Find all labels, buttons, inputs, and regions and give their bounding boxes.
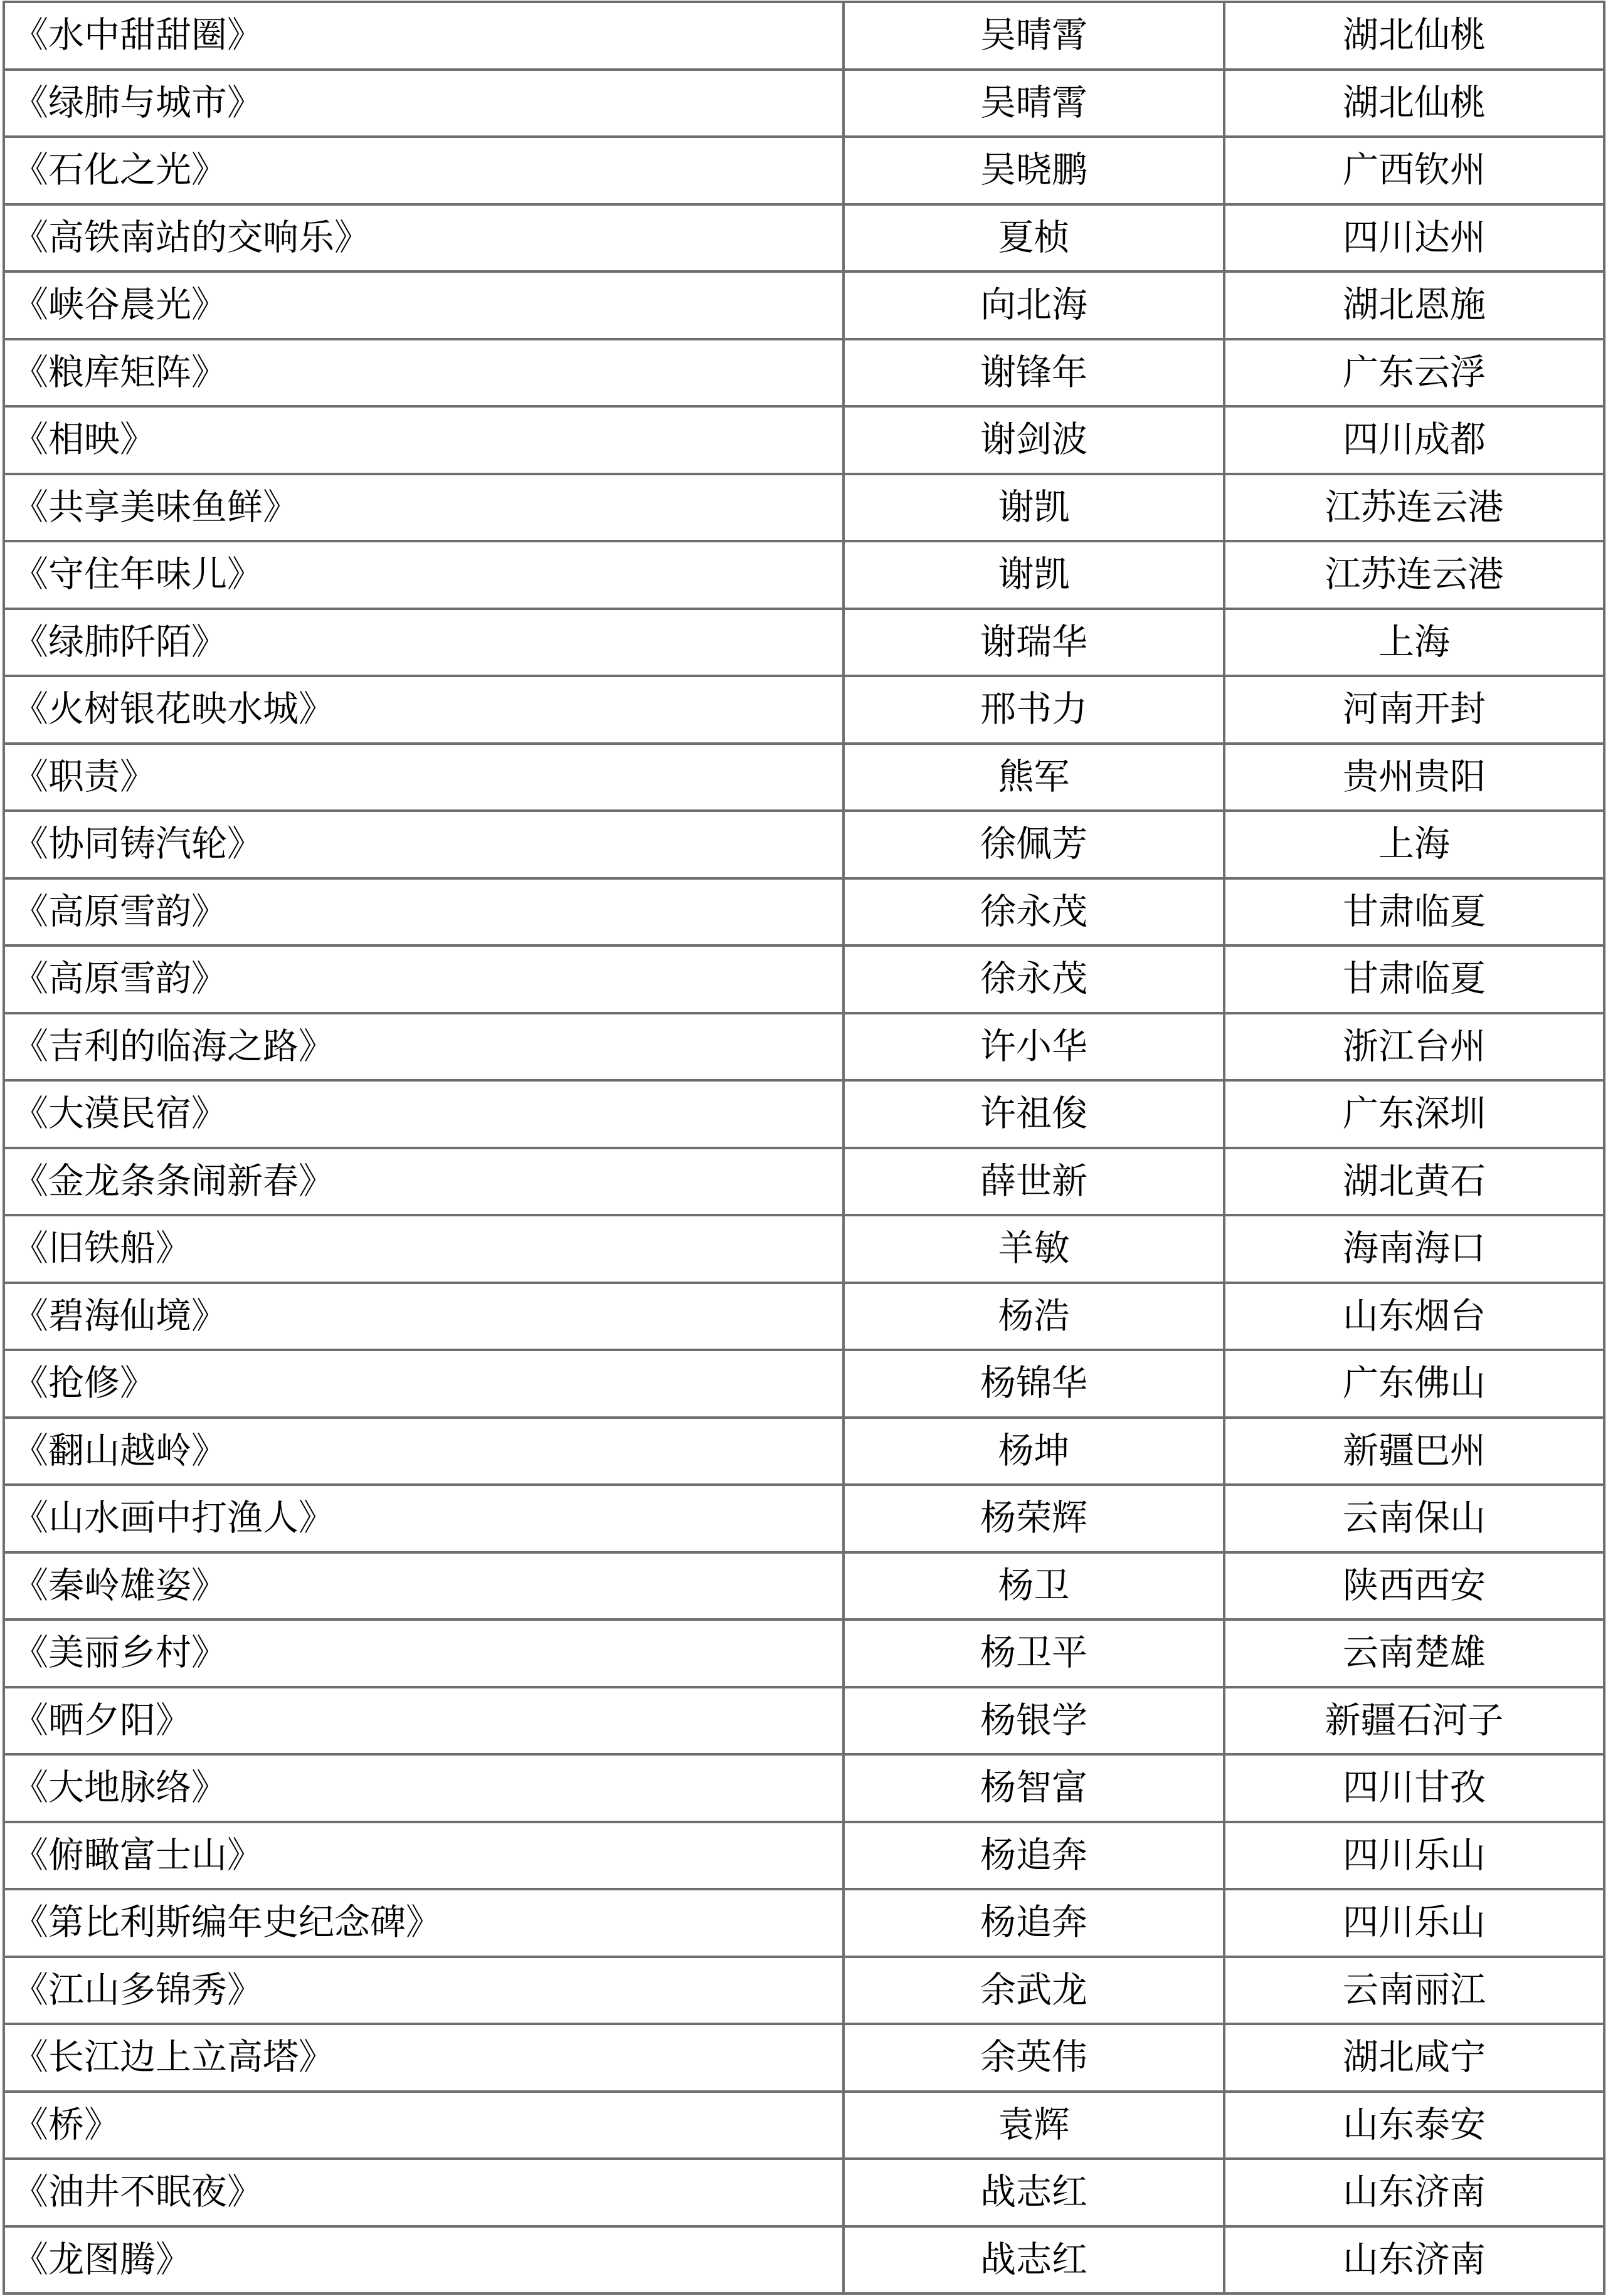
location-cell: 四川乐山	[1225, 1890, 1605, 1958]
title-cell: 《旧铁船》	[5, 1216, 845, 1284]
location-cell: 新疆石河子	[1225, 1688, 1605, 1756]
title-cell: 《绿肺与城市》	[5, 71, 845, 139]
location-cell: 上海	[1225, 610, 1605, 678]
title-cell: 《碧海仙境》	[5, 1284, 845, 1352]
title-cell: 《晒夕阳》	[5, 1688, 845, 1756]
location-cell: 江苏连云港	[1225, 475, 1605, 543]
title-cell: 《大漠民宿》	[5, 1082, 845, 1149]
location-cell: 湖北恩施	[1225, 273, 1605, 340]
location-cell: 陕西西安	[1225, 1554, 1605, 1621]
location-cell: 广东佛山	[1225, 1351, 1605, 1419]
author-cell: 向北海	[845, 273, 1225, 340]
location-cell: 广东深圳	[1225, 1082, 1605, 1149]
author-cell: 徐佩芳	[845, 812, 1225, 880]
author-cell: 谢锋年	[845, 340, 1225, 408]
author-cell: 杨浩	[845, 1284, 1225, 1352]
author-cell: 杨追奔	[845, 1823, 1225, 1891]
location-cell: 云南楚雄	[1225, 1621, 1605, 1688]
author-cell: 杨卫平	[845, 1621, 1225, 1688]
author-cell: 徐永茂	[845, 880, 1225, 947]
title-cell: 《高铁南站的交响乐》	[5, 206, 845, 273]
title-cell: 《美丽乡村》	[5, 1621, 845, 1688]
location-cell: 湖北咸宁	[1225, 2025, 1605, 2093]
title-cell: 《抢修》	[5, 1351, 845, 1419]
location-cell: 甘肃临夏	[1225, 880, 1605, 947]
location-cell: 山东济南	[1225, 2160, 1605, 2228]
title-cell: 《龙图腾》	[5, 2228, 845, 2295]
title-cell: 《火树银花映水城》	[5, 677, 845, 745]
title-cell: 《桥》	[5, 2093, 845, 2161]
title-cell: 《绿肺阡陌》	[5, 610, 845, 678]
title-cell: 《秦岭雄姿》	[5, 1554, 845, 1621]
title-cell: 《金龙条条闹新春》	[5, 1149, 845, 1217]
author-cell: 杨银学	[845, 1688, 1225, 1756]
location-cell: 甘肃临夏	[1225, 947, 1605, 1014]
location-cell: 湖北黄石	[1225, 1149, 1605, 1217]
author-cell: 许小华	[845, 1014, 1225, 1082]
title-cell: 《高原雪韵》	[5, 947, 845, 1014]
location-cell: 山东泰安	[1225, 2093, 1605, 2161]
location-cell: 海南海口	[1225, 1216, 1605, 1284]
title-cell: 《长江边上立高塔》	[5, 2025, 845, 2093]
title-cell: 《翻山越岭》	[5, 1419, 845, 1487]
title-cell: 《水中甜甜圈》	[5, 3, 845, 71]
author-cell: 邢书力	[845, 677, 1225, 745]
author-cell: 吴晴霄	[845, 71, 1225, 139]
author-cell: 谢凯	[845, 475, 1225, 543]
location-cell: 广西钦州	[1225, 138, 1605, 206]
author-cell: 战志红	[845, 2228, 1225, 2295]
location-cell: 四川成都	[1225, 408, 1605, 475]
title-cell: 《油井不眠夜》	[5, 2160, 845, 2228]
title-cell: 《高原雪韵》	[5, 880, 845, 947]
author-cell: 杨荣辉	[845, 1486, 1225, 1554]
location-cell: 四川达州	[1225, 206, 1605, 273]
author-cell: 夏桢	[845, 206, 1225, 273]
title-cell: 《第比利斯编年史纪念碑》	[5, 1890, 845, 1958]
location-cell: 四川乐山	[1225, 1823, 1605, 1891]
location-cell: 广东云浮	[1225, 340, 1605, 408]
author-cell: 杨智富	[845, 1756, 1225, 1823]
location-cell: 河南开封	[1225, 677, 1605, 745]
author-cell: 熊军	[845, 745, 1225, 813]
location-cell: 湖北仙桃	[1225, 71, 1605, 139]
title-cell: 《职责》	[5, 745, 845, 813]
title-cell: 《共享美味鱼鲜》	[5, 475, 845, 543]
author-cell: 徐永茂	[845, 947, 1225, 1014]
works-table	[3, 1, 1605, 2295]
title-cell: 《吉利的临海之路》	[5, 1014, 845, 1082]
author-cell: 吴晴霄	[845, 3, 1225, 71]
title-cell: 《俯瞰富士山》	[5, 1823, 845, 1891]
author-cell: 羊敏	[845, 1216, 1225, 1284]
author-cell: 杨锦华	[845, 1351, 1225, 1419]
location-cell: 四川甘孜	[1225, 1756, 1605, 1823]
author-cell: 杨卫	[845, 1554, 1225, 1621]
location-cell: 贵州贵阳	[1225, 745, 1605, 813]
location-cell: 浙江台州	[1225, 1014, 1605, 1082]
title-cell: 《山水画中打渔人》	[5, 1486, 845, 1554]
author-cell: 谢瑞华	[845, 610, 1225, 678]
title-cell: 《协同铸汽轮》	[5, 812, 845, 880]
title-cell: 《江山多锦秀》	[5, 1958, 845, 2026]
author-cell: 薛世新	[845, 1149, 1225, 1217]
title-cell: 《峡谷晨光》	[5, 273, 845, 340]
location-cell: 江苏连云港	[1225, 542, 1605, 610]
title-cell: 《石化之光》	[5, 138, 845, 206]
title-cell: 《相映》	[5, 408, 845, 475]
location-cell: 湖北仙桃	[1225, 3, 1605, 71]
author-cell: 许祖俊	[845, 1082, 1225, 1149]
author-cell: 吴晓鹏	[845, 138, 1225, 206]
author-cell: 杨追奔	[845, 1890, 1225, 1958]
location-cell: 上海	[1225, 812, 1605, 880]
author-cell: 谢剑波	[845, 408, 1225, 475]
location-cell: 山东济南	[1225, 2228, 1605, 2295]
location-cell: 云南丽江	[1225, 1958, 1605, 2026]
author-cell: 杨坤	[845, 1419, 1225, 1487]
title-cell: 《大地脉络》	[5, 1756, 845, 1823]
author-cell: 谢凯	[845, 542, 1225, 610]
author-cell: 余英伟	[845, 2025, 1225, 2093]
author-cell: 战志红	[845, 2160, 1225, 2228]
location-cell: 新疆巴州	[1225, 1419, 1605, 1487]
location-cell: 山东烟台	[1225, 1284, 1605, 1352]
title-cell: 《守住年味儿》	[5, 542, 845, 610]
author-cell: 余武龙	[845, 1958, 1225, 2026]
title-cell: 《粮库矩阵》	[5, 340, 845, 408]
author-cell: 袁辉	[845, 2093, 1225, 2161]
location-cell: 云南保山	[1225, 1486, 1605, 1554]
